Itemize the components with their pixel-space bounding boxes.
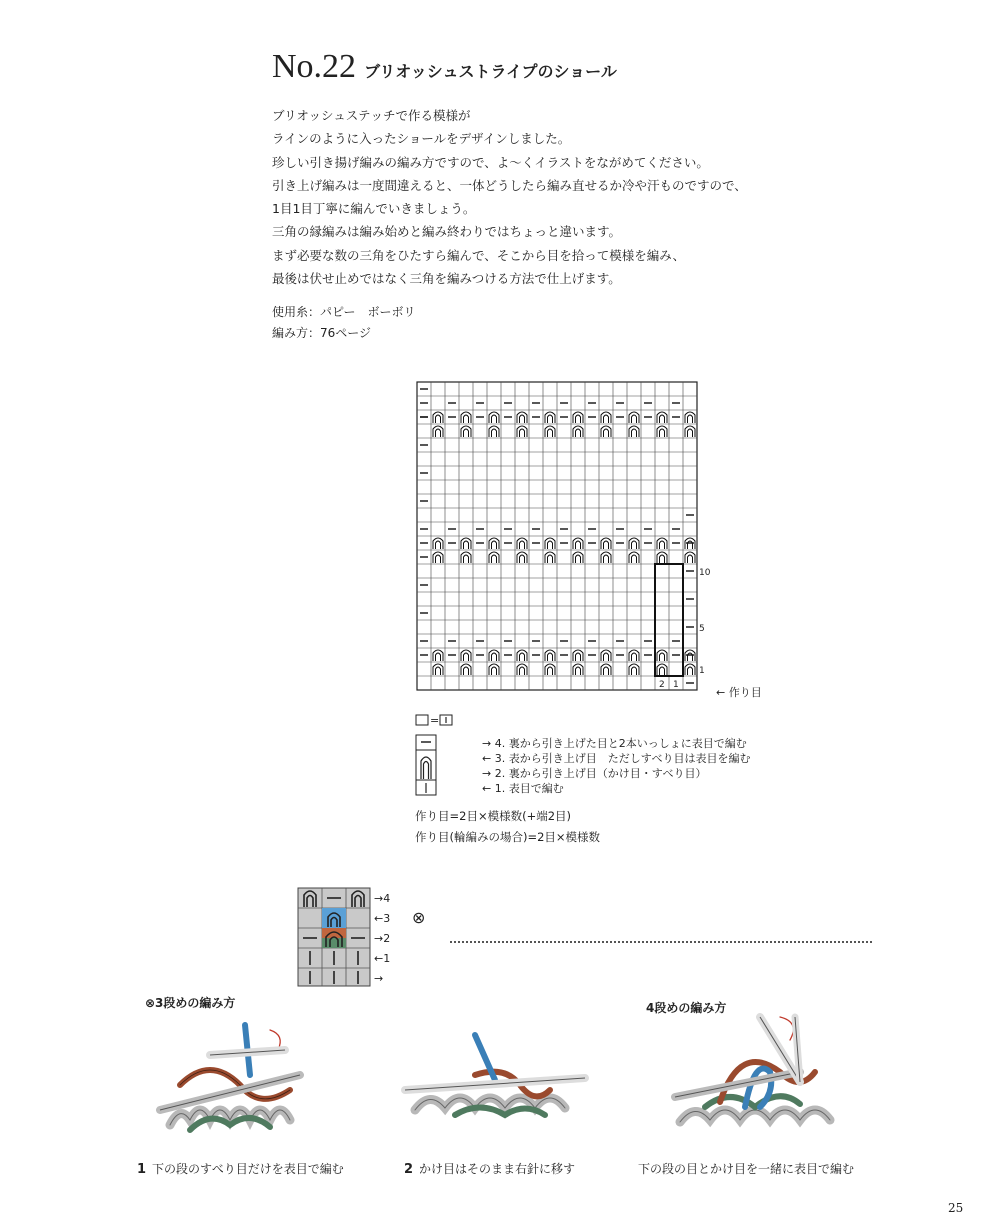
caption-text: 下の段の目とかけ目を一緒に表目で編む [638, 1162, 855, 1176]
illustration-step2 [395, 1030, 595, 1140]
cast-on-round: 作り目(輪編みの場合)=2目×模様数 [415, 830, 601, 844]
intro-line: 最後は伏せ止めではなく三角を編みつける方法で仕上げます。 [272, 271, 621, 287]
legend-item-row4: → 4. 裏から引き上げた目と2本いっしょに表目で編む [482, 737, 747, 750]
intro-line: ブリオッシュステッチで作る模様が [272, 108, 471, 123]
intro-line: 1目1目丁寧に編んでいきましょう。 [272, 201, 476, 217]
page-number: 25 [948, 1201, 964, 1215]
legend-equivalence [415, 712, 475, 728]
caption-num: 2 [404, 1162, 414, 1177]
cast-on-label: ← 作り目 [716, 686, 762, 699]
cast-on-flat: 作り目=2目×模様数(+端2目) [415, 809, 572, 823]
mini-row-label: →4 [374, 892, 391, 905]
intro-line: ラインのように入ったショールをデザインしました。 [272, 131, 571, 147]
mini-row-label: ←1 [374, 952, 391, 965]
row3-heading: ⊗3段めの編み方 [145, 996, 236, 1010]
caption-step1 [137, 1160, 344, 1177]
illustration-step1 [150, 1015, 320, 1150]
legend-item-row2: → 2. 裏から引き上げ目（かけ目・すべり目） [482, 767, 707, 780]
intro-line: 三角の縁編みは編み始めと編み終わりではちょっと違います。 [272, 224, 622, 240]
row-label: 1 [699, 666, 705, 676]
intro-line: 珍しい引き揚げ編みの編み方ですので、よ〜くイラストをながめてください。 [272, 154, 709, 170]
mini-row-label: → [374, 972, 384, 985]
page-title [272, 48, 617, 86]
caption-step2 [404, 1160, 575, 1177]
col-label: 2 [659, 680, 665, 690]
caption-step3 [638, 1160, 854, 1177]
intro-line: 引き上げ編みは一度間違えると、一体どうしたら編み直せるか冷や汗ものですので、 [272, 177, 747, 193]
mini-row-label: ←3 [374, 912, 391, 925]
mini-row-label: →2 [374, 932, 391, 945]
yarn-info: 使用糸：パピー ボーボリ [272, 305, 416, 319]
intro-line: まず必要な数の三角をひたすら編んで、そこから目を拾って模様を編み、 [272, 247, 686, 263]
intro-paragraph [272, 104, 747, 290]
col-label: 1 [673, 680, 679, 690]
caption-text: 下の段のすべり目だけを表目で編む [152, 1162, 344, 1176]
row4-heading: 4段めの編み方 [646, 1001, 727, 1015]
row3-mark-icon: ⊗ [412, 908, 426, 927]
row-label: 5 [699, 624, 705, 634]
caption-text: かけ目はそのまま右針に移す [419, 1162, 576, 1176]
pattern-title: ブリオッシュストライプのショール [364, 62, 617, 81]
method-info: 編み方：76ページ [272, 326, 372, 340]
svg-text:=: = [430, 714, 440, 727]
materials-info [272, 302, 416, 344]
knitting-chart [415, 380, 715, 710]
cast-on-note [415, 806, 600, 848]
row-label: 10 [699, 568, 711, 578]
illustration-step3 [660, 1012, 850, 1152]
legend-item-row3: ← 3. 表から引き上げ目 ただしすべり目は表目を編む [482, 752, 751, 765]
caption-num: 1 [137, 1162, 147, 1177]
pattern-number: No.22 [272, 48, 357, 85]
legend-item-row1: ← 1. 表目で編む [482, 782, 564, 795]
mini-colored-chart [296, 886, 446, 988]
dotted-divider [450, 941, 872, 943]
